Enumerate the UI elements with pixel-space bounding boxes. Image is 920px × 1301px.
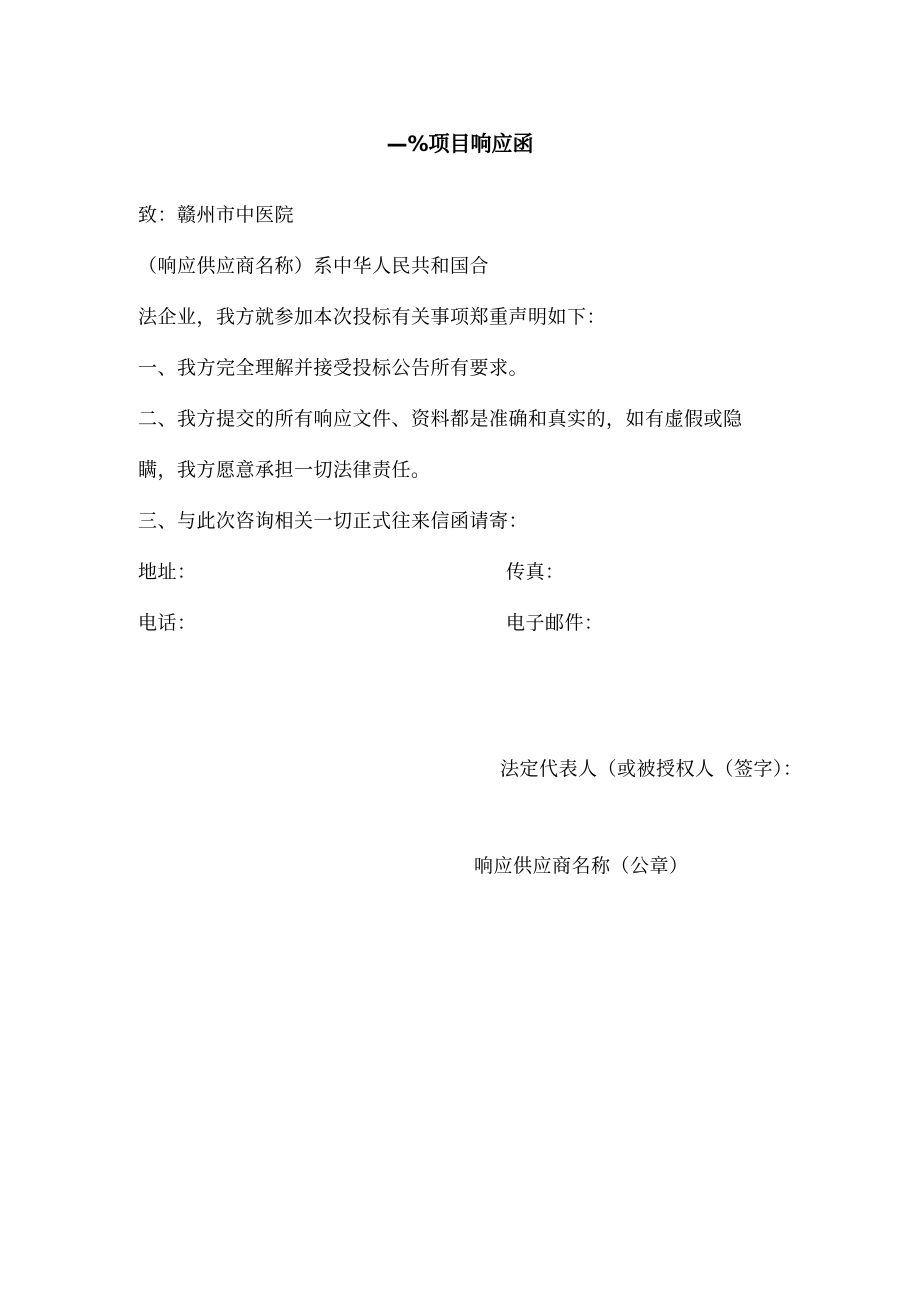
- phone-label: 电话：: [138, 612, 197, 634]
- company-seal-label: 响应供应商名称（公章）: [474, 855, 689, 877]
- fax-label: 传真：: [506, 561, 565, 583]
- representative-signature-label: 法定代表人（或被授权人（签字）：: [500, 758, 803, 780]
- statement-item-2-line-2: 瞒，我方愿意承担一切法律责任。: [138, 459, 431, 481]
- document-title: —%项目响应函: [386, 132, 534, 156]
- email-label: 电子邮件：: [506, 612, 604, 634]
- statement-item-1: 一、我方完全理解并接受投标公告所有要求。: [138, 357, 529, 379]
- address-label: 地址：: [138, 561, 197, 583]
- intro-line-2: 法企业，我方就参加本次投标有关事项郑重声明如下：: [138, 306, 607, 328]
- recipient-line: 致：赣州市中医院: [138, 204, 295, 226]
- statement-item-2-line-1: 二、我方提交的所有响应文件、资料都是准确和真实的，如有虚假或隐: [138, 408, 743, 430]
- statement-item-3: 三、与此次咨询相关一切正式往来信函请寄：: [138, 510, 529, 532]
- intro-line-1: （响应供应商名称）系中华人民共和国合: [138, 255, 490, 277]
